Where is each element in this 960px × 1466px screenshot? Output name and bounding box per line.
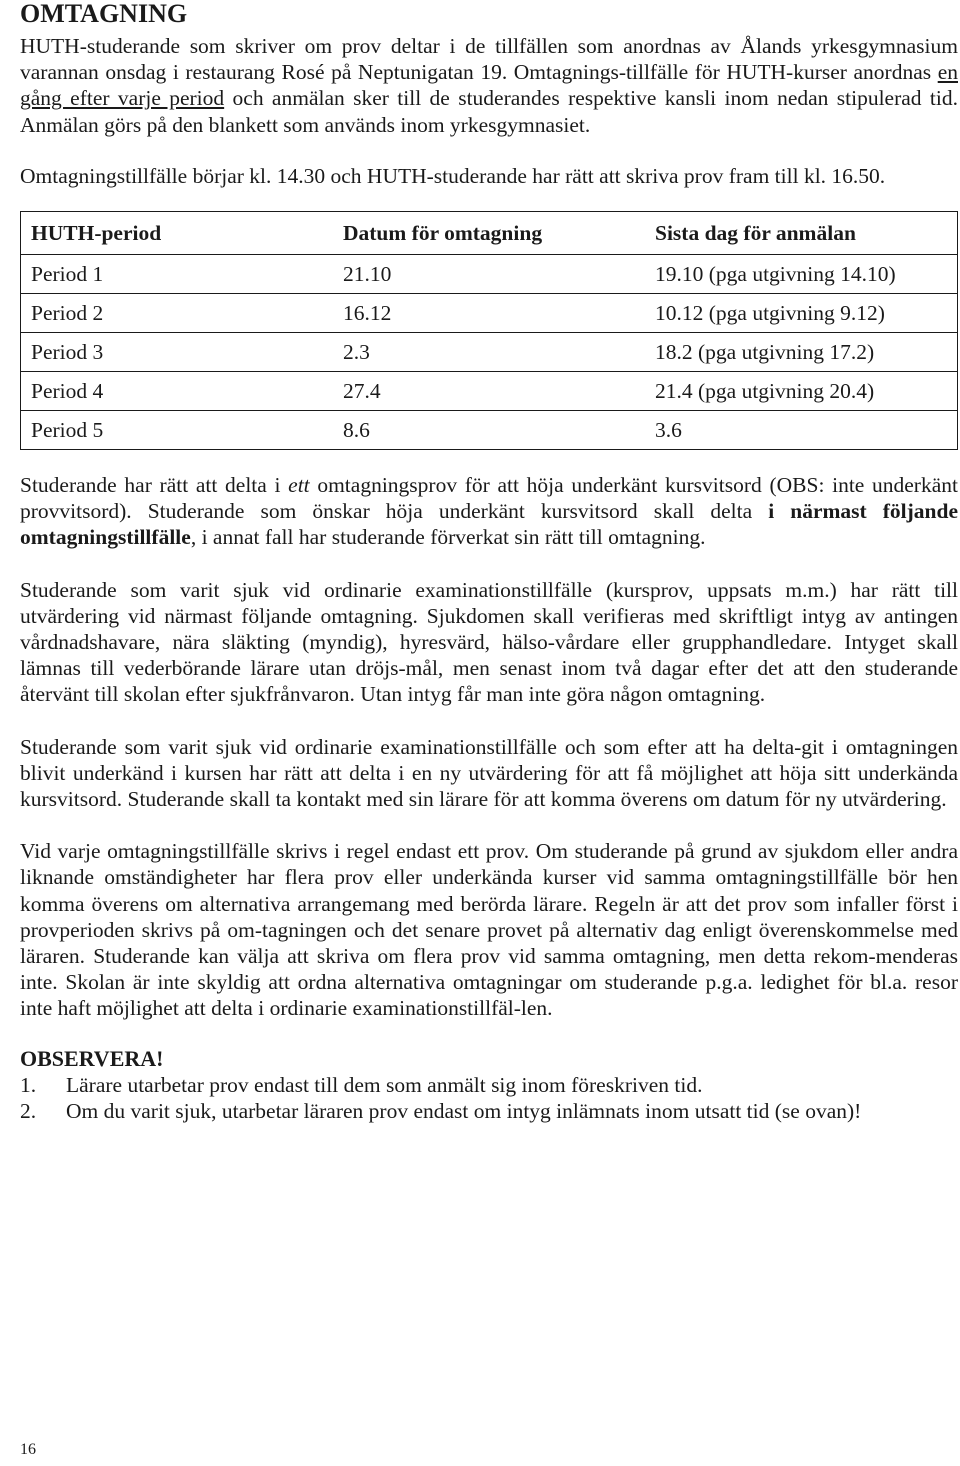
cell-period: Period 4 — [21, 372, 334, 411]
intro-text-2: och anmälan sker till de studerandes respektive kansli inom nedan stipulerad tid. Anmälan görs på den blankett som används inom yrkesgymnasiet. — [20, 86, 958, 137]
sick-rule-paragraph: Studerande som varit sjuk vid ordinarie examinationstillfälle (kursprov, uppsats m.m.) har rätt till utvärdering vid närmast följande omtagning. Sjukdomen skall verifieras med skriftligt intyg av antingen vårdnadshavare, nära släkting (myndig), hyresvärd, hälso-vårdare eller grupphandledare. Intyget skall lämnas till vederbörande lärare utan dröjs-mål, men senast inom två dagar efter det att den studerande återvänt till skolan efter sjukfrånvaron. Utan intyg får man inte göra någon omtagning. — [20, 577, 958, 707]
intro-text-1: HUTH-studerande som skriver om prov deltar i de tillfällen som anordnas av Ålands yrkesgymnasium varannan onsdag i restaurang Rosé på Neptunigatan 19. Omtagnings-tillfälle för HUTH-kurser anordnas — [20, 34, 958, 85]
cell-deadline: 19.10 (pga utgivning 14.10) — [645, 255, 958, 294]
table-header-row — [21, 212, 958, 255]
sick-failed-rule-paragraph: Studerande som varit sjuk vid ordinarie examinationstillfälle och som efter att ha delta-git i omtagningen blivit underkänd i kursen har rätt att delta i en ny utvärdering för att få möjlighet att höja sitt underkända kursvitsord. Studerande skall ta kontakt med sin lärare för att komma överens om datum för ny utvärdering. — [20, 734, 958, 812]
retake-text-3: , i annat fall har studerande förverkat sin rätt till omtagning. — [190, 525, 706, 550]
cell-deadline: 10.12 (pga utgivning 9.12) — [645, 294, 958, 333]
header-deadline: Sista dag för anmälan — [645, 212, 958, 255]
cell-date: 27.4 — [333, 372, 645, 411]
observera-title: OBSERVERA! — [20, 1045, 164, 1071]
table-row — [21, 255, 958, 294]
cell-period: Period 2 — [21, 294, 334, 333]
list-item-text: Om du varit sjuk, utarbetar läraren prov endast om intyg inlämnats inom utsatt tid (se ovan)! — [66, 1098, 862, 1123]
table-row — [21, 372, 958, 411]
time-paragraph: Omtagningstillfälle börjar kl. 14.30 och HUTH-studerande har rätt att skriva prov fram till kl. 16.50. — [20, 163, 886, 188]
cell-deadline: 18.2 (pga utgivning 17.2) — [645, 333, 958, 372]
cell-deadline: 3.6 — [655, 417, 682, 442]
page-number: 16 — [20, 1441, 36, 1458]
list-item — [20, 1098, 958, 1124]
table-row — [21, 333, 958, 372]
list-item-text: Lärare utarbetar prov endast till dem som anmält sig inom föreskriven tid. — [66, 1072, 703, 1097]
retake-rule-paragraph — [20, 472, 958, 551]
header-period: HUTH-period — [21, 212, 334, 255]
list-item-number: 2. — [20, 1098, 37, 1123]
cell-date: 8.6 — [343, 417, 370, 442]
cell-period: Period 1 — [21, 255, 334, 294]
list-item — [20, 1072, 958, 1098]
intro-underlined-text: en gång efter varje period — [20, 60, 958, 111]
cell-period: Period 3 — [21, 333, 334, 372]
retake-bold-text: i närmast följande omtagningstillfälle — [20, 499, 958, 550]
header-date: Datum för omtagning — [333, 212, 645, 255]
table-row — [21, 411, 958, 450]
retake-text-2: omtagningsprov för att höja underkänt kursvitsord (OBS: inte underkänt provvitsord). Studerande som önskar höja underkänt kursvitsord skall delta — [20, 473, 958, 524]
cell-date: 21.10 — [333, 255, 645, 294]
retake-text-1: Studerande har rätt att delta i — [20, 473, 289, 498]
cell-period: Period 5 — [31, 417, 104, 442]
one-exam-rule-paragraph: Vid varje omtagningstillfälle skrivs i regel endast ett prov. Om studerande på grund av sjukdom eller andra liknande omständigheter har flera prov eller underkända kurser vid samma omtagningstillfälle bör hen komma överens om alternativa arrangemang med berörda lärare. Regeln är att det prov som infaller först i provperioden skrivs på om-tagningen och det senare provet på alternativ dag enligt överenskommelse med läraren. Studerande kan välja att skriva om flera prov vid samma omtagning, men detta rekom-menderas inte. Skolan är inte skyldig att ordna alternativa omtagningar om studerande p.g.a. ledighet för bl.a. resor inte haft möjlighet att delta i ordinarie examinationstillfäl-len. — [20, 839, 958, 1021]
document-page — [20, 0, 958, 1458]
cell-date: 16.12 — [333, 294, 645, 333]
observera-list — [20, 1072, 958, 1124]
retake-italic-text: ett — [288, 473, 310, 498]
table-row — [21, 294, 958, 333]
intro-paragraph — [20, 33, 958, 138]
cell-date: 2.3 — [333, 333, 645, 372]
retake-schedule-table — [20, 211, 958, 450]
page-heading: OMTAGNING — [20, 0, 188, 28]
list-item-number: 1. — [20, 1072, 37, 1097]
cell-deadline: 21.4 (pga utgivning 20.4) — [645, 372, 958, 411]
